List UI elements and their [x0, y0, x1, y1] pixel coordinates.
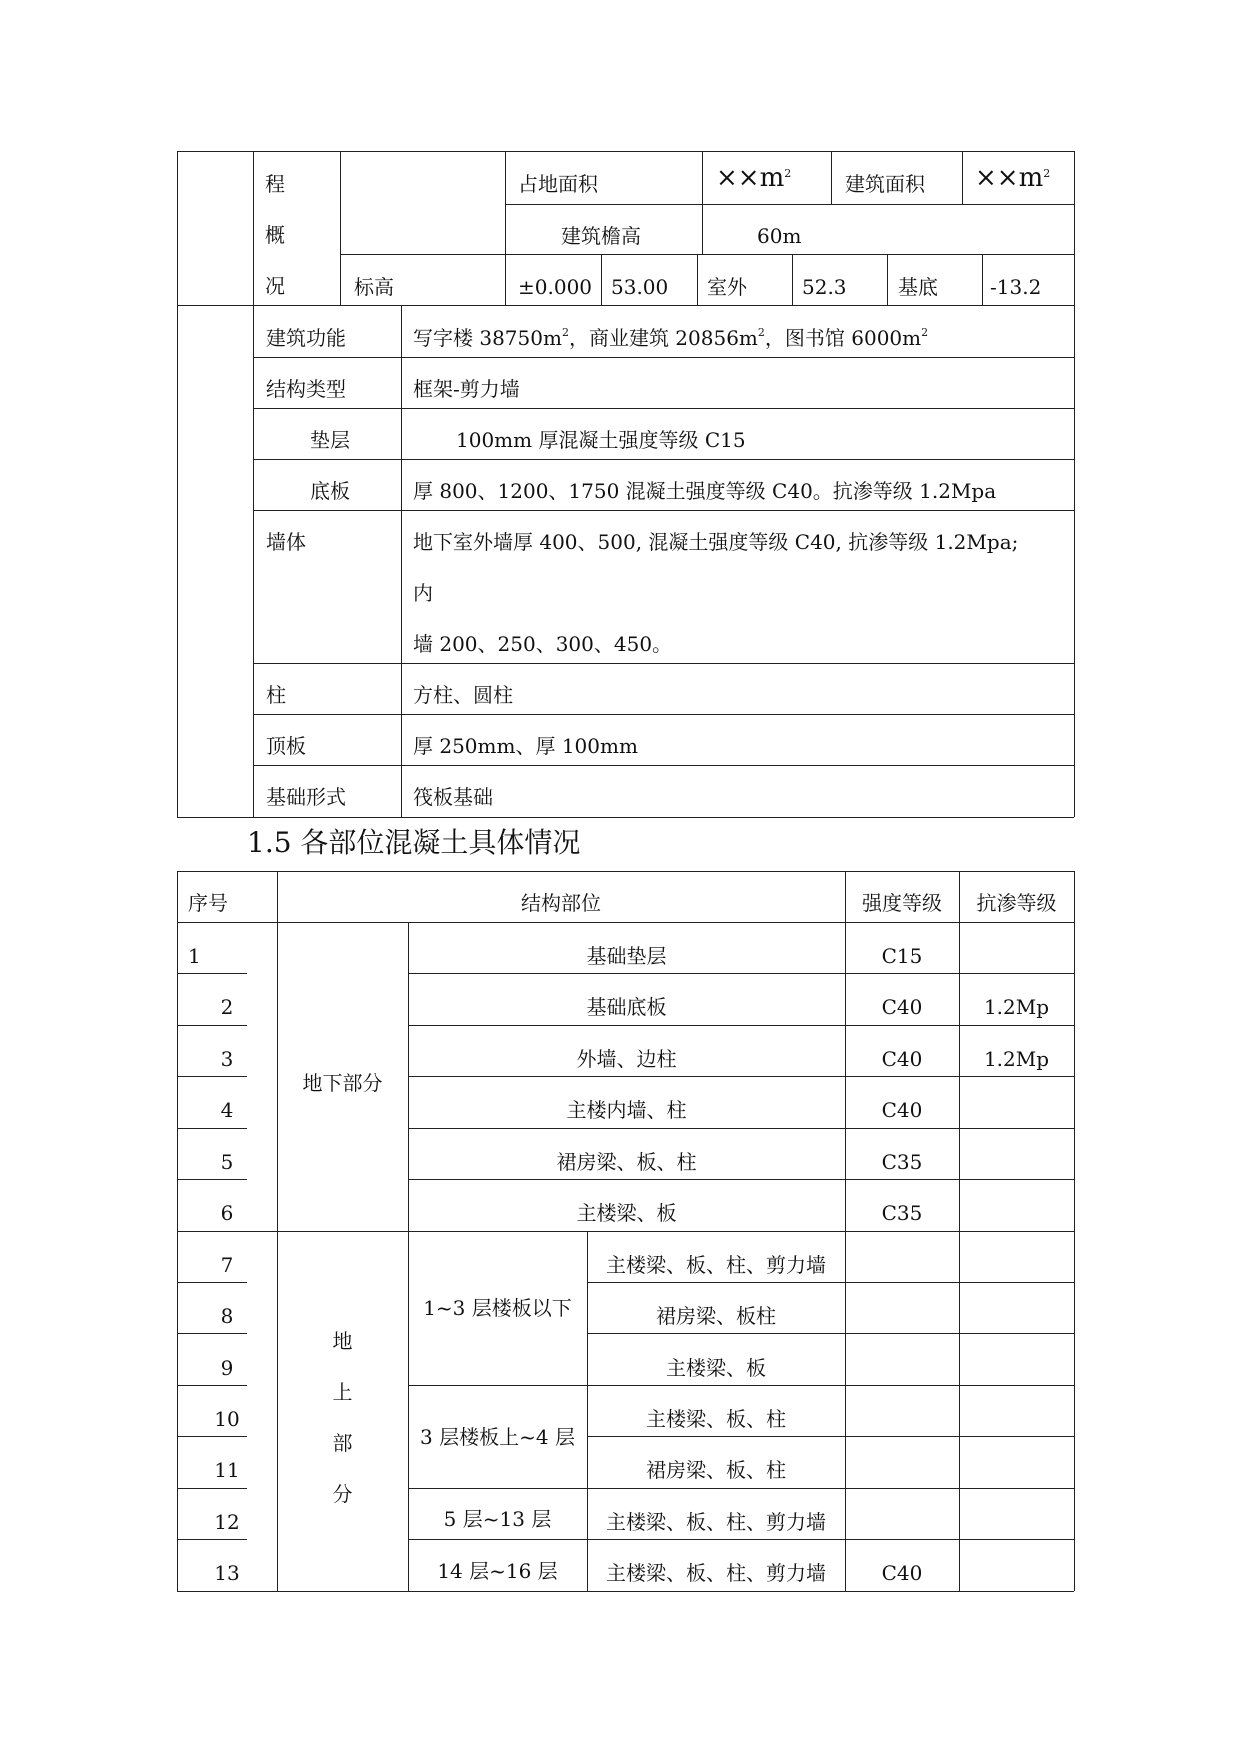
row-part: 基础底板: [586, 995, 667, 1019]
base-label: 基底: [898, 275, 938, 299]
row-no: 9: [220, 1356, 234, 1380]
row-no: 4: [220, 1098, 234, 1122]
row-part: 主楼梁、板: [666, 1356, 766, 1380]
slab-label: 底板: [310, 479, 350, 503]
column-label: 柱: [266, 683, 286, 707]
range-1-3: 1~3 层楼板以下: [423, 1296, 572, 1320]
range-3-4: 3 层楼板上~4 层: [420, 1425, 575, 1449]
floor-area-value: $\times\times m^2$: [975, 163, 1051, 193]
row-part: 主楼内墙、柱: [566, 1098, 687, 1122]
row-grade: C15: [881, 944, 923, 968]
site-area-value: $\times\times m^2$: [716, 163, 792, 193]
wall-value-line: 墙 200、250、300、450。: [413, 632, 673, 656]
overview-side-char: 概: [265, 223, 285, 247]
group-above-char: 上: [332, 1380, 353, 1404]
eave-height-label: 建筑檐高: [561, 224, 641, 248]
row-part: 主楼梁、板、柱、剪力墙: [606, 1253, 826, 1277]
col-header-no: 序号: [188, 891, 228, 915]
row-grade: C35: [881, 1201, 923, 1225]
overview-side-char: 况: [265, 274, 285, 298]
wall-value-line: 内: [413, 581, 433, 605]
row-part: 基础垫层: [586, 944, 667, 968]
wall-value-line: 地下室外墙厚 400、500, 混凝土强度等级 C40, 抗渗等级 1.2Mpa;: [413, 530, 1019, 554]
roof-slab-value: 厚 250mm、厚 100mm: [413, 734, 638, 758]
col-header-seepage: 抗渗等级: [976, 891, 1057, 915]
floor-area-label: 建筑面积: [845, 172, 925, 196]
row-part: 主楼梁、板、柱: [646, 1407, 786, 1431]
elevation-label: 标高: [354, 275, 394, 299]
structure-type-label: 结构类型: [266, 377, 346, 401]
row-no: 6: [220, 1201, 234, 1225]
row-seepage: 1.2Mp: [983, 995, 1050, 1019]
wall-label: 墙体: [266, 530, 306, 554]
outdoor-value: 52.3: [802, 275, 847, 299]
range-14-16: 14 层~16 层: [437, 1559, 558, 1583]
structure-type-value: 框架-剪力墙: [413, 377, 520, 401]
eave-height-value: 60m: [757, 224, 802, 248]
row-no: 12: [214, 1510, 240, 1534]
row-part: 主楼梁、板: [576, 1201, 677, 1225]
row-grade: C35: [881, 1150, 923, 1174]
elevation-zero: ±0.000: [518, 275, 593, 299]
row-grade: C40: [881, 1047, 923, 1071]
overview-side-char: 程: [265, 172, 285, 196]
roof-slab-label: 顶板: [266, 734, 306, 758]
group-above-char: 部: [332, 1431, 353, 1455]
foundation-value: 筏板基础: [413, 785, 493, 809]
group-above-char: 地: [332, 1329, 353, 1353]
section-title: 1.5 各部位混凝土具体情况: [247, 826, 581, 859]
cushion-value: 100mm 厚混凝土强度等级 C15: [456, 428, 746, 452]
col-header-part: 结构部位: [521, 891, 601, 915]
function-value: 写字楼 $38750m^2$，商业建筑 $20856m^2$，图书馆 $6000m^2$: [413, 326, 929, 350]
row-grade: C40: [881, 995, 923, 1019]
row-part: 主楼梁、板、柱、剪力墙: [606, 1561, 826, 1585]
elevation-zero-value: 53.00: [611, 275, 669, 299]
slab-value: 厚 800、1200、1750 混凝土强度等级 C40。抗渗等级 1.2Mpa: [413, 479, 997, 503]
foundation-label: 基础形式: [266, 785, 346, 809]
row-no: 7: [220, 1253, 234, 1277]
row-no: 1: [188, 944, 201, 968]
row-part: 裙房梁、板、柱: [556, 1150, 697, 1174]
column-value: 方柱、圆柱: [413, 683, 513, 707]
row-no: 13: [214, 1561, 240, 1585]
row-part: 外墙、边柱: [576, 1047, 677, 1071]
group-above-char: 分: [332, 1482, 353, 1506]
function-label: 建筑功能: [266, 326, 346, 350]
row-grade: C40: [881, 1098, 923, 1122]
row-part: 裙房梁、板、柱: [646, 1458, 786, 1482]
row-seepage: 1.2Mp: [983, 1047, 1050, 1071]
row-no: 2: [220, 995, 234, 1019]
col-header-grade: 强度等级: [862, 891, 942, 915]
row-part: 主楼梁、板、柱、剪力墙: [606, 1510, 826, 1534]
row-grade: C40: [881, 1561, 923, 1585]
cushion-label: 垫层: [310, 428, 350, 452]
row-no: 10: [214, 1407, 240, 1431]
range-5-13: 5 层~13 层: [443, 1507, 552, 1531]
outdoor-label: 室外: [707, 275, 747, 299]
base-value: -13.2: [990, 275, 1042, 299]
row-no: 11: [214, 1458, 240, 1482]
group-underground: 地下部分: [302, 1071, 383, 1095]
row-no: 3: [220, 1047, 234, 1071]
row-no: 8: [220, 1304, 234, 1328]
row-part: 裙房梁、板柱: [656, 1304, 776, 1328]
row-no: 5: [220, 1150, 234, 1174]
site-area-label: 占地面积: [518, 172, 598, 196]
